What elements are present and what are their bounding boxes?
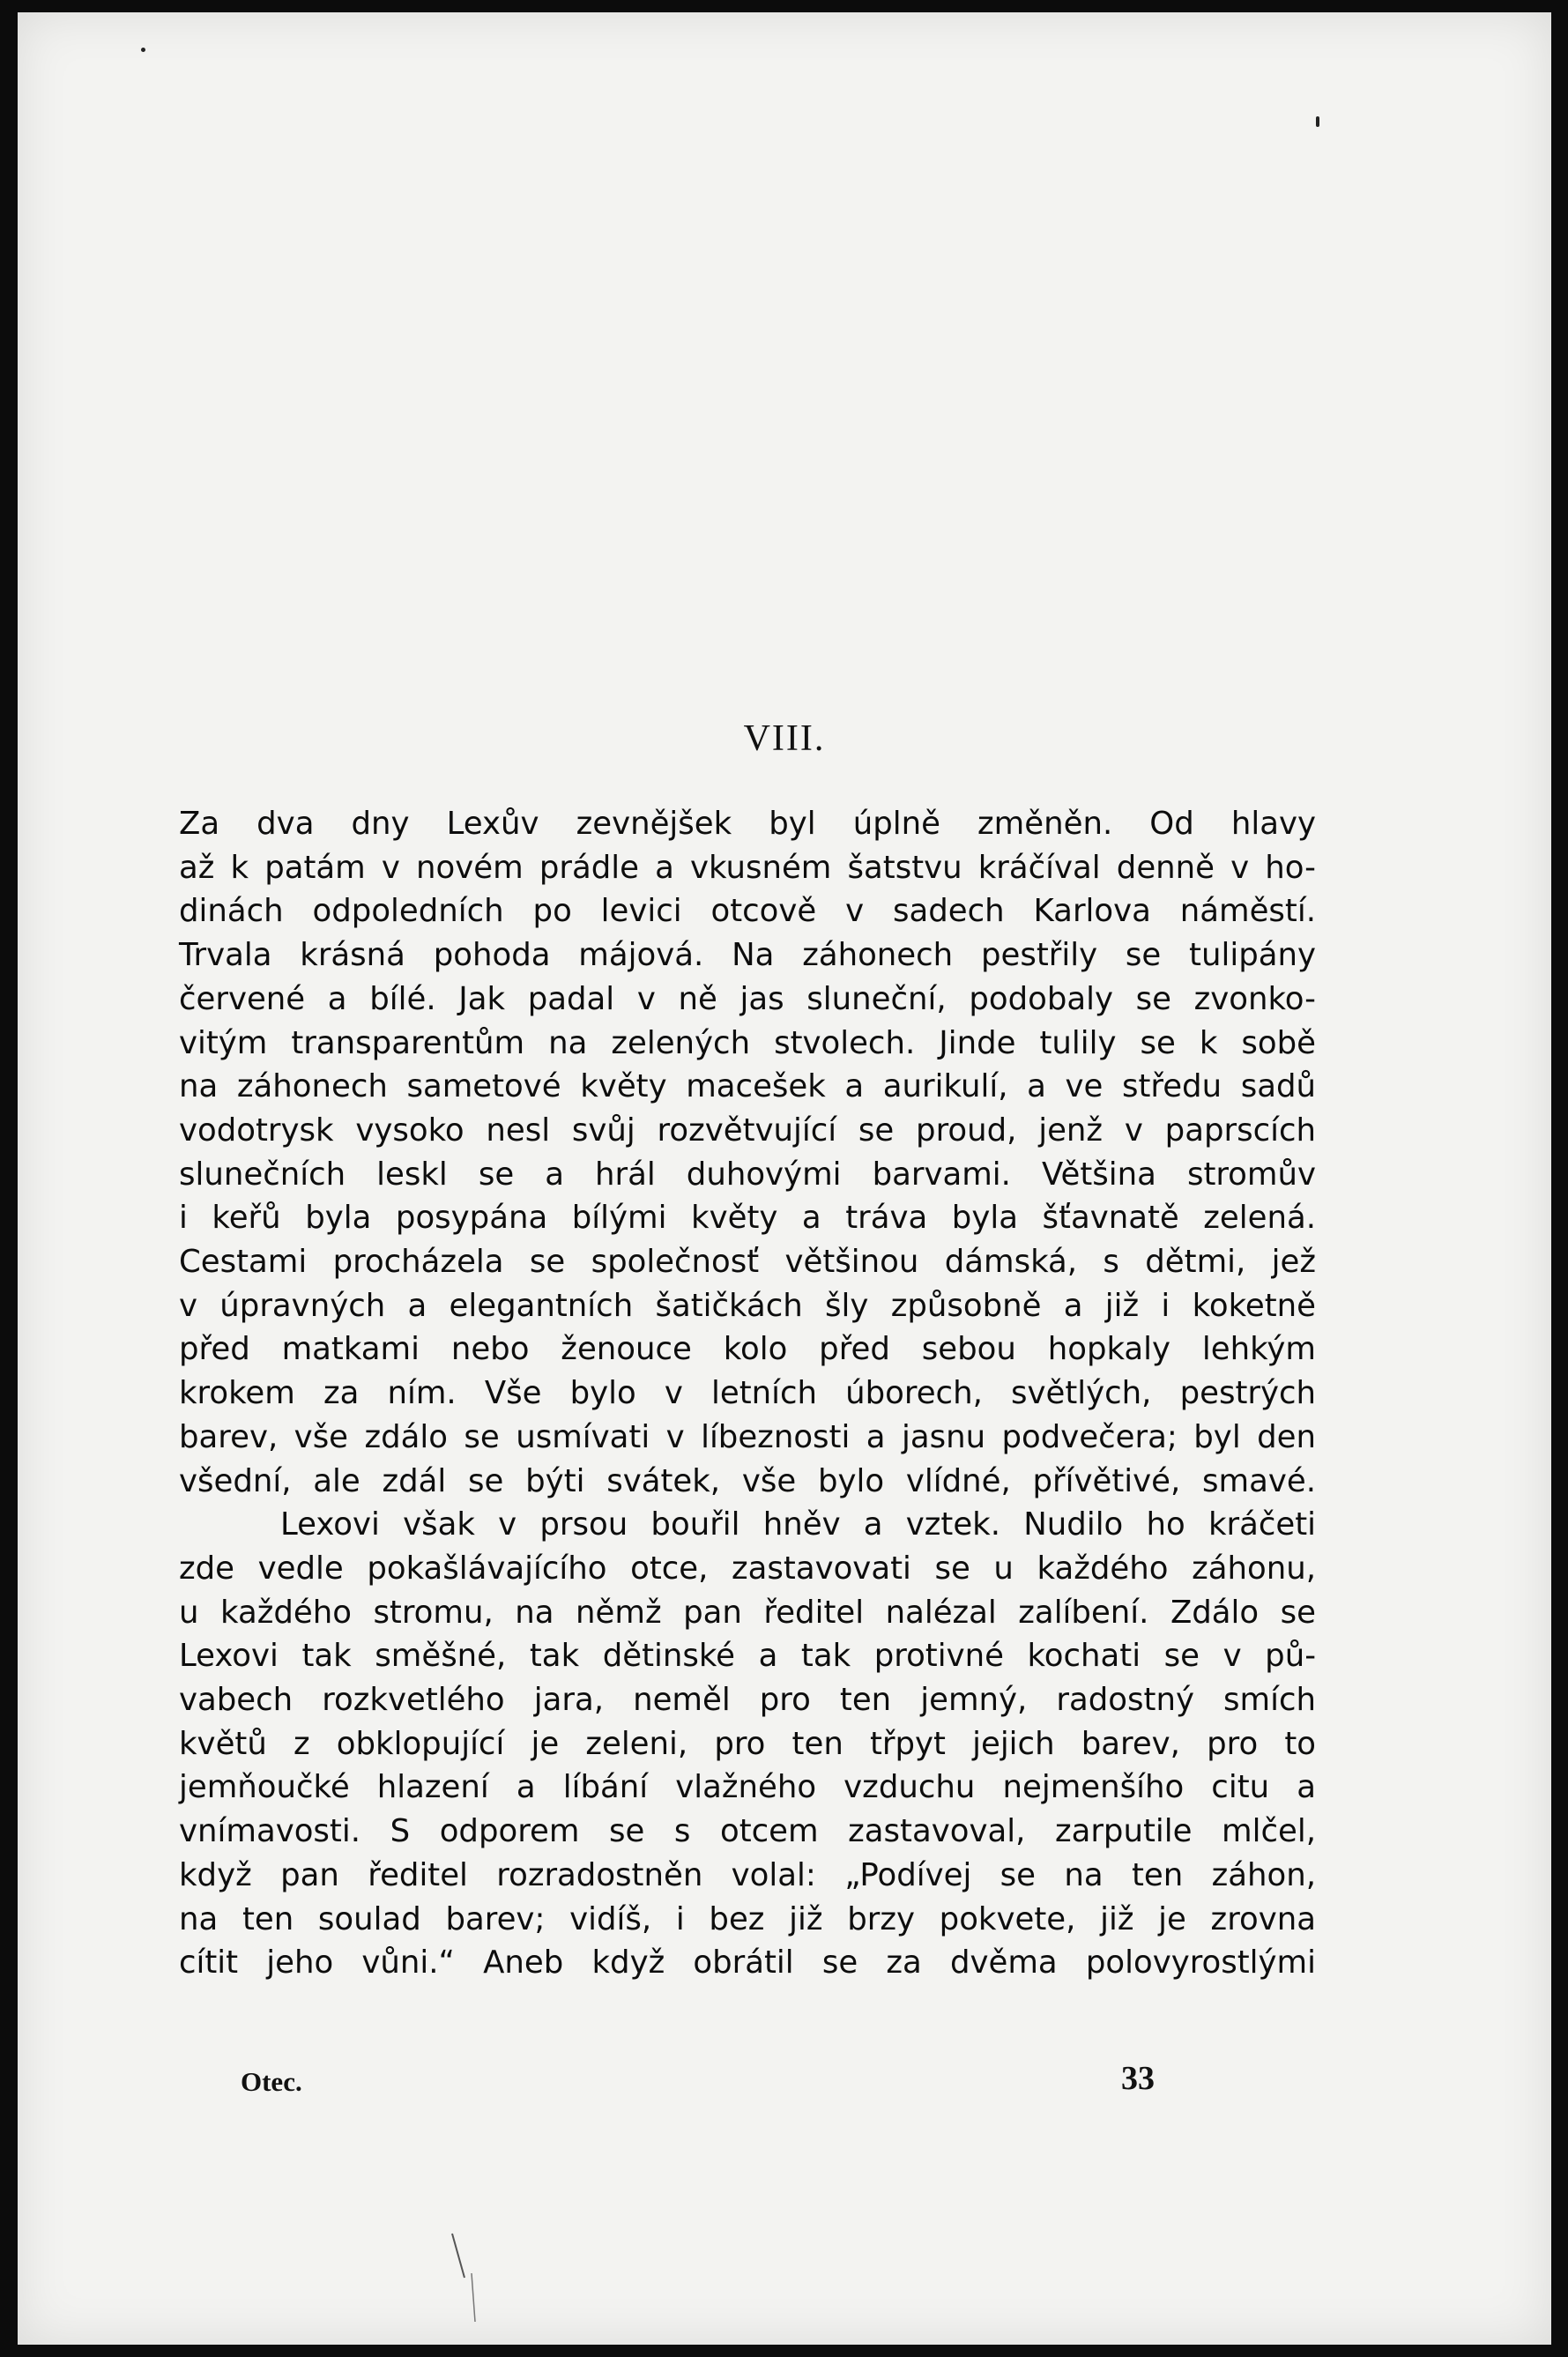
text-line: jemňoučké hlazení a líbání vlažného vzduchu nejmenšího citu a — [179, 1769, 1316, 1806]
footer-signature: Otec. — [241, 2066, 302, 2097]
body-text — [179, 802, 1316, 1985]
text-line: květů z obklopující je zeleni, pro ten třpyt jejich barev, pro to — [179, 1725, 1316, 1762]
text-line: dinách odpoledních po levici otcově v sadech Karlova náměstí. — [179, 893, 1316, 930]
text-line: v úpravných a elegantních šatičkách šly způsobně a již i koketně — [179, 1287, 1316, 1324]
text-line: vabech rozkvetlého jara, neměl pro ten jemný, radostný smích — [179, 1682, 1316, 1719]
text-line: i keřů byla posypána bílými květy a tráva byla šťavnatě zelená. — [179, 1200, 1316, 1237]
text-line: vodotrysk vysoko nesl svůj rozvětvující se proud, jenž v paprscích — [179, 1112, 1316, 1149]
text-line: cítit jeho vůni.“ Aneb když obrátil se za dvěma polovyrostlými — [179, 1944, 1316, 1982]
paper-sheet — [18, 12, 1551, 2345]
text-line: Lexovi tak směšné, tak dětinské a tak protivné kochati se v pů- — [179, 1638, 1316, 1675]
text-line: u každého stromu, na němž pan ředitel nalézal zalíbení. Zdálo se — [179, 1594, 1316, 1631]
text-line: zde vedle pokašlávajícího otce, zastavovati se u každého záhonu, — [179, 1550, 1316, 1587]
text-line: Cestami procházela se společnosť většinou dámská, s dětmi, jež — [179, 1244, 1316, 1281]
chapter-heading: VIII. — [743, 718, 826, 759]
text-line: Za dva dny Lexův zevnějšek byl úplně změněn. Od hlavy — [179, 806, 1316, 842]
page-number: 33 — [1121, 2060, 1155, 2097]
ink-speck — [1316, 116, 1319, 127]
text-line: vitým transparentům na zelených stvolech. Jinde tulily se k sobě — [179, 1024, 1316, 1061]
text-line: slunečních leskl se a hrál duhovými barvami. Většina stromův — [179, 1156, 1316, 1193]
ink-speck — [141, 48, 145, 52]
text-line: Lexovi však v prsou bouřil hněv a vztek. Nudilo ho kráčeti — [280, 1506, 1316, 1543]
text-line: Trvala krásná pohoda májová. Na záhonech pestřily se tulipány — [179, 937, 1316, 974]
paper-scratch-mark — [445, 2225, 516, 2331]
text-line: když pan ředitel rozradostněn volal: „Podívej se na ten záhon, — [179, 1856, 1316, 1893]
text-line: barev, vše zdálo se usmívati v líbeznosti a jasnu podvečera; byl den — [179, 1418, 1316, 1455]
text-line: vnímavosti. S odporem se s otcem zastavoval, zarputile mlčel, — [179, 1813, 1316, 1850]
text-line: krokem za ním. Vše bylo v letních úborech, světlých, pestrých — [179, 1375, 1316, 1412]
text-line: všední, ale zdál se býti svátek, vše bylo vlídné, přívětivé, smavé. — [179, 1462, 1316, 1499]
text-line: na ten soulad barev; vidíš, i bez již brzy pokvete, již je zrovna — [179, 1900, 1316, 1937]
text-line: až k patám v novém prádle a vkusném šatstvu kráčíval denně v ho- — [179, 849, 1316, 886]
text-line: červené a bílé. Jak padal v ně jas sluneční, podobaly se zvonko- — [179, 980, 1316, 1017]
text-line: na záhonech sametové květy macešek a aurikulí, a ve středu sadů — [179, 1068, 1316, 1105]
text-line: před matkami nebo ženouce kolo před sebou hopkaly lehkým — [179, 1331, 1316, 1368]
